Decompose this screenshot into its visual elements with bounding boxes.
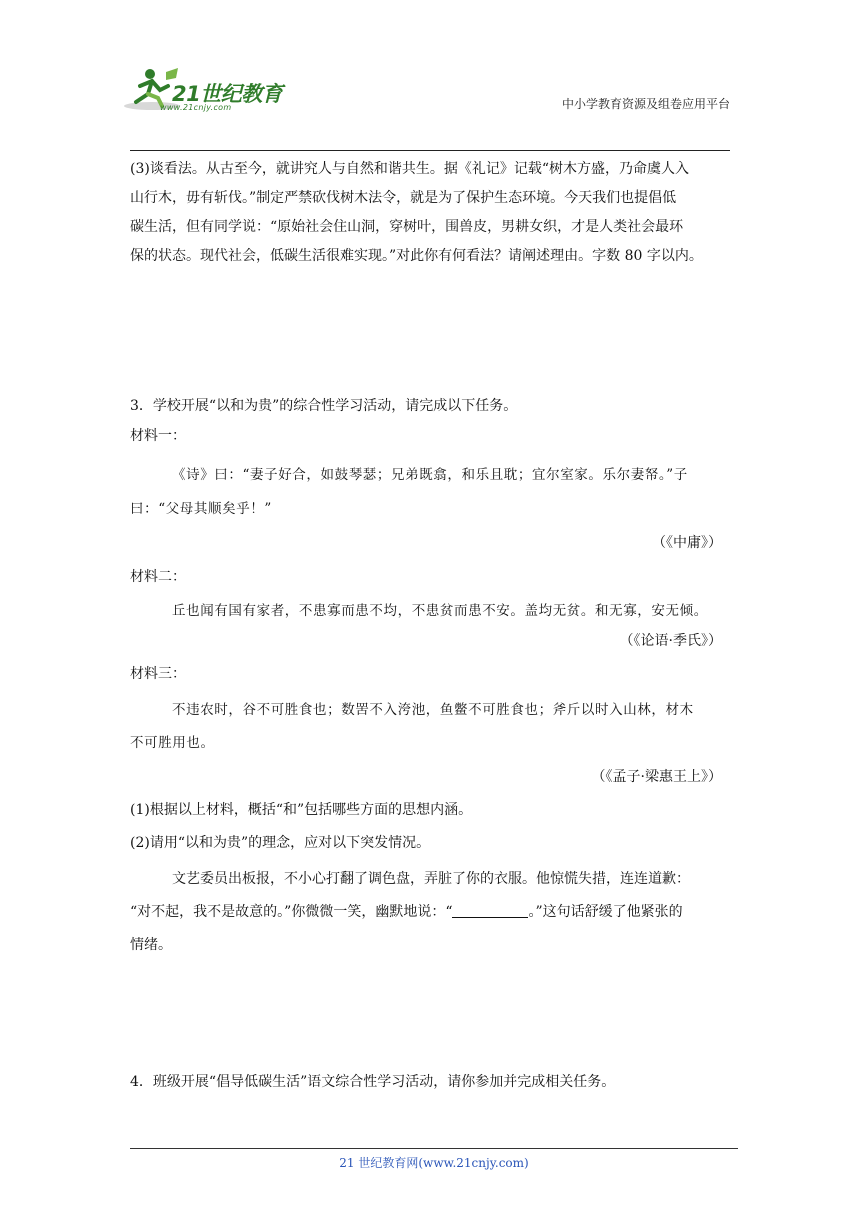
footer-divider: [130, 1148, 738, 1149]
material2-source: （《论语·季氏》）: [619, 633, 722, 649]
q3-sub1: (1)根据以上材料，概括“和”包括哪些方面的思想内涵。: [130, 802, 473, 818]
material3-label: 材料三：: [130, 666, 186, 682]
q2-part3-line: 山行木，毋有斩伐。”制定严禁砍伐树木法令，就是为了保护生态环境。今天我们也提倡低: [130, 190, 677, 206]
q3-title: 3．学校开展“以和为贵”的综合性学习活动，请完成以下任务。: [130, 398, 518, 414]
scenario-text: 文艺委员出板报，不小心打翻了调色盘，弄脏了你的衣服。他惊慌失措，连连道歉：: [172, 871, 690, 887]
logo-text: 21世纪教育: [172, 82, 283, 106]
logo-url: www.21cnjy.com: [160, 103, 232, 112]
material1-source: （《中庸》）: [652, 535, 722, 551]
material1-label: 材料一：: [130, 428, 186, 444]
scenario-text-with-blank: [130, 899, 730, 926]
header-divider: [130, 150, 730, 151]
material1-text: 《诗》曰：“妻子好合，如鼓琴瑟；兄弟既翕，和乐且耽；宜尔室家。乐尔妻帑。”子: [172, 467, 688, 483]
page-header: [122, 66, 730, 116]
material3-text: 不违农时，谷不可胜食也；数罟不入洿池，鱼鳖不可胜食也；斧斤以时入山林，材木: [172, 702, 694, 718]
platform-title: 中小学教育资源及组卷应用平台: [561, 97, 730, 111]
scenario-text-part: “对不起，我不是故意的。”你微微一笑，幽默地说：“: [130, 904, 453, 920]
scenario-text: 情绪。: [130, 937, 172, 953]
material2-text: 丘也闻有国有家者，不患寡而患不均，不患贫而患不安。盖均无贫。和无寡，安无倾。: [172, 603, 708, 619]
q4-title: 4．班级开展“倡导低碳生活”语文综合性学习活动，请你参加并完成相关任务。: [130, 1074, 616, 1090]
material3-source: （《孟子·梁惠王上》）: [591, 769, 722, 785]
material2-label: 材料二：: [130, 569, 186, 585]
material3-text: 不可胜用也。: [130, 735, 215, 751]
q2-part3-line: (3)谈看法。从古至今，就讲究人与自然和谐共生。据《礼记》记载“树木方盛，乃命虞人入: [130, 161, 689, 177]
material1-text: 曰：“父母其顺矣乎！”: [130, 501, 272, 517]
q3-sub2: (2)请用“以和为贵”的理念，应对以下突发情况。: [130, 835, 431, 851]
footer-link[interactable]: 21 世纪教育网(www.21cnjy.com): [339, 1156, 529, 1170]
scenario-text-part: 。”这句话舒缓了他紧张的: [528, 904, 683, 920]
q2-part3-line: 保的状态。现代社会，低碳生活很难实现。”对此你有何看法？请阐述理由。字数 80 字以内。: [130, 248, 703, 264]
site-logo[interactable]: [122, 66, 302, 114]
q2-part3-line: 碳生活，但有同学说：“原始社会住山洞，穿树叶，围兽皮，男耕女织，才是人类社会最环: [130, 219, 684, 235]
answer-blank[interactable]: [452, 903, 528, 918]
